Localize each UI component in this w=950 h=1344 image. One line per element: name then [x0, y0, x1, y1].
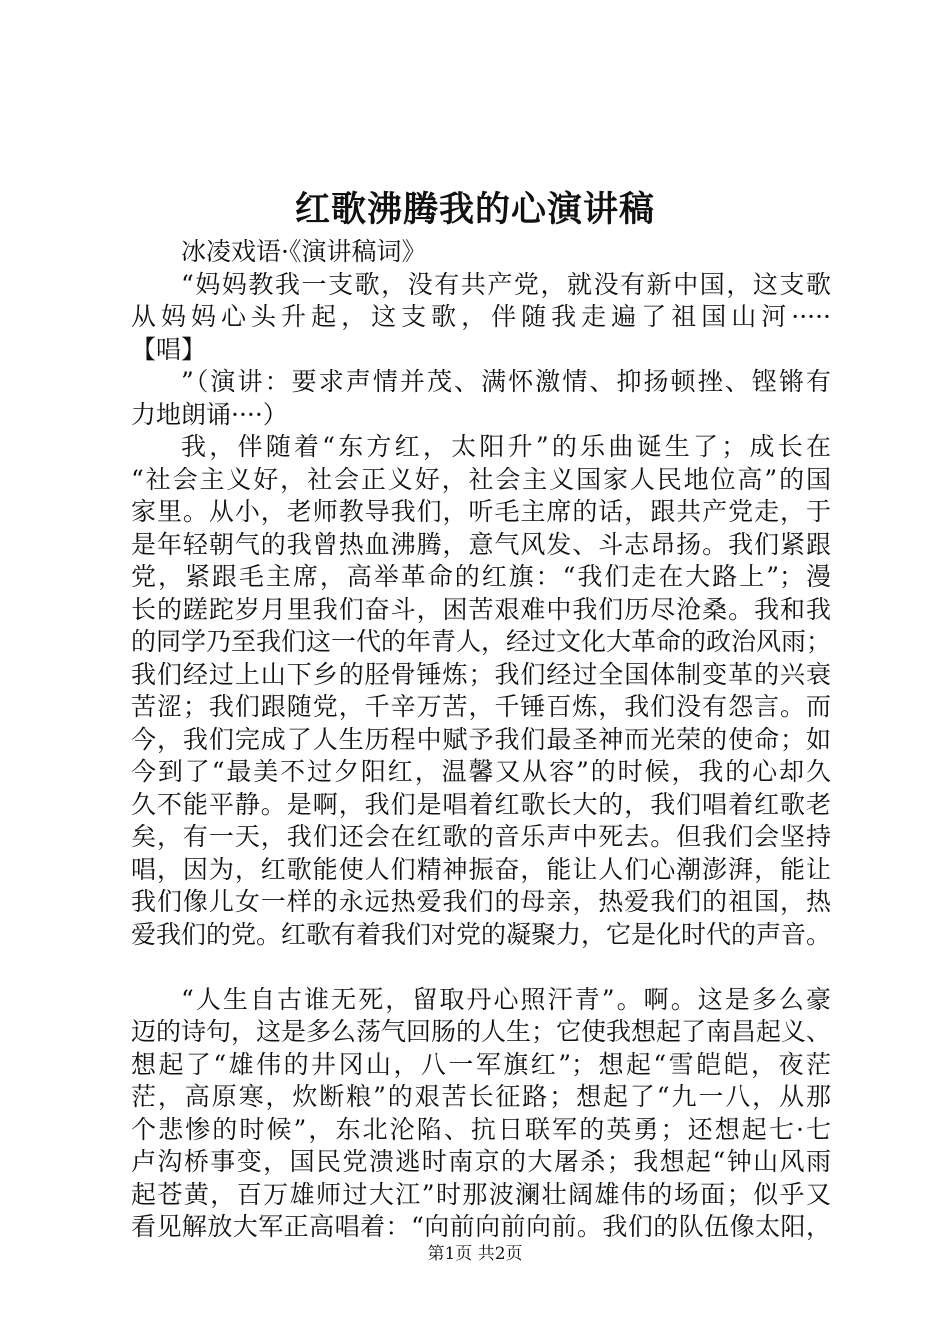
paragraph-3-line: 的同学乃至我们这一代的年青人，经过文化大革命的政治风雨； — [131, 627, 832, 656]
paragraph-3-line: 我们像儿女一样的永远热爱我们的母亲，热爱我们的祖国，热 — [131, 887, 831, 916]
paragraph-2-line: 力地朗诵····） — [131, 399, 288, 429]
paragraph-4-line: 起苍黄，百万雄师过大江”时那波澜壮阔雄伟的场面；似乎又 — [131, 1179, 831, 1209]
paragraph-3-line: 我们经过上山下乡的胫骨锤炼；我们经过全国体制变革的兴衰 — [131, 659, 831, 689]
paragraph-3-line: 今，我们完成了人生历程中赋予我们最圣神而光荣的使命；如 — [131, 724, 831, 754]
paragraph-3-line: 唱，因为，红歌能使人们精神振奋，能让人们心潮澎湃，能让 — [131, 854, 831, 884]
paragraph-3-line: 家里。从小，老师教导我们，听毛主席的话，跟共产党走，于 — [131, 497, 831, 526]
paragraph-3-line: 今到了“最美不过夕阳红，温馨又从容”的时候，我的心却久 — [131, 757, 831, 786]
paragraph-4-line: 茫，高原寒，炊断粮”的艰苦长征路；想起了“九一八，从那 — [131, 1082, 831, 1111]
paragraph-4-line: 想起了“雄伟的井冈山，八一军旗红”；想起“雪皑皑，夜茫 — [131, 1049, 831, 1079]
paragraph-3-line: 矣，有一天，我们还会在红歌的音乐声中死去。但我们会坚持 — [131, 822, 831, 851]
paragraph-spacer — [131, 951, 831, 984]
paragraph-2-line: ”（演讲：要求声情并茂、满怀激情、抑扬顿挫、铿锵有 — [181, 367, 831, 396]
page-footer: 第1页 共2页 — [427, 1244, 523, 1264]
paragraph-4-line: 个悲惨的时候”，东北沦陷、抗日联军的英勇；还想起七·七 — [131, 1114, 831, 1144]
paragraph-3-line: 是年轻朝气的我曾热血沸腾，意气风发、斗志昂扬。我们紧跟 — [131, 529, 831, 559]
paragraph-1-line: “妈妈教我一支歌，没有共产党，就没有新中国，这支歌 — [181, 269, 831, 299]
paragraph-4-line: 看见解放大军正高唱着：“向前向前向前。我们的队伍像太阳， — [131, 1212, 831, 1241]
source-line: 冰凌戏语·《演讲稿词》 — [181, 237, 427, 266]
paragraph-3-line: 我，伴随着“东方红，太阳升”的乐曲诞生了；成长在 — [181, 432, 831, 461]
paragraph-3-line: 党，紧跟毛主席，高举革命的红旗：“我们走在大路上”；漫 — [131, 562, 831, 591]
paragraph-1-line: 【唱】 — [131, 334, 207, 364]
paragraph-1-line: 从妈妈心头升起，这支歌，伴随我走遍了祖国山河····· — [131, 302, 831, 331]
paragraph-3-line: 长的蹉跎岁月里我们奋斗，困苦艰难中我们历尽沧桑。我和我 — [131, 594, 831, 624]
paragraph-3-line: 苦涩；我们跟随党，千辛万苦，千锤百炼，我们没有怨言。而 — [131, 692, 831, 721]
paragraph-3-line: 爱我们的党。红歌有着我们对党的凝聚力，它是化时代的声音。 — [131, 919, 832, 949]
document-body — [131, 236, 831, 1244]
paragraph-3-line: “社会主义好，社会正义好，社会主义国家人民地位高”的国 — [131, 464, 831, 494]
paragraph-4-line: 卢沟桥事变，国民党溃逃时南京的大屠杀；我想起“钟山风雨 — [131, 1147, 831, 1176]
paragraph-4-line: “人生自古谁无死，留取丹心照汗青”。啊。这是多么豪 — [181, 984, 831, 1014]
document-title: 红歌沸腾我的心演讲稿 — [294, 189, 655, 230]
paragraph-3-line: 久不能平静。是啊，我们是唱着红歌长大的，我们唱着红歌老 — [131, 789, 831, 819]
paragraph-4-line: 迈的诗句，这是多么荡气回肠的人生；它使我想起了南昌起义、 — [131, 1017, 832, 1046]
